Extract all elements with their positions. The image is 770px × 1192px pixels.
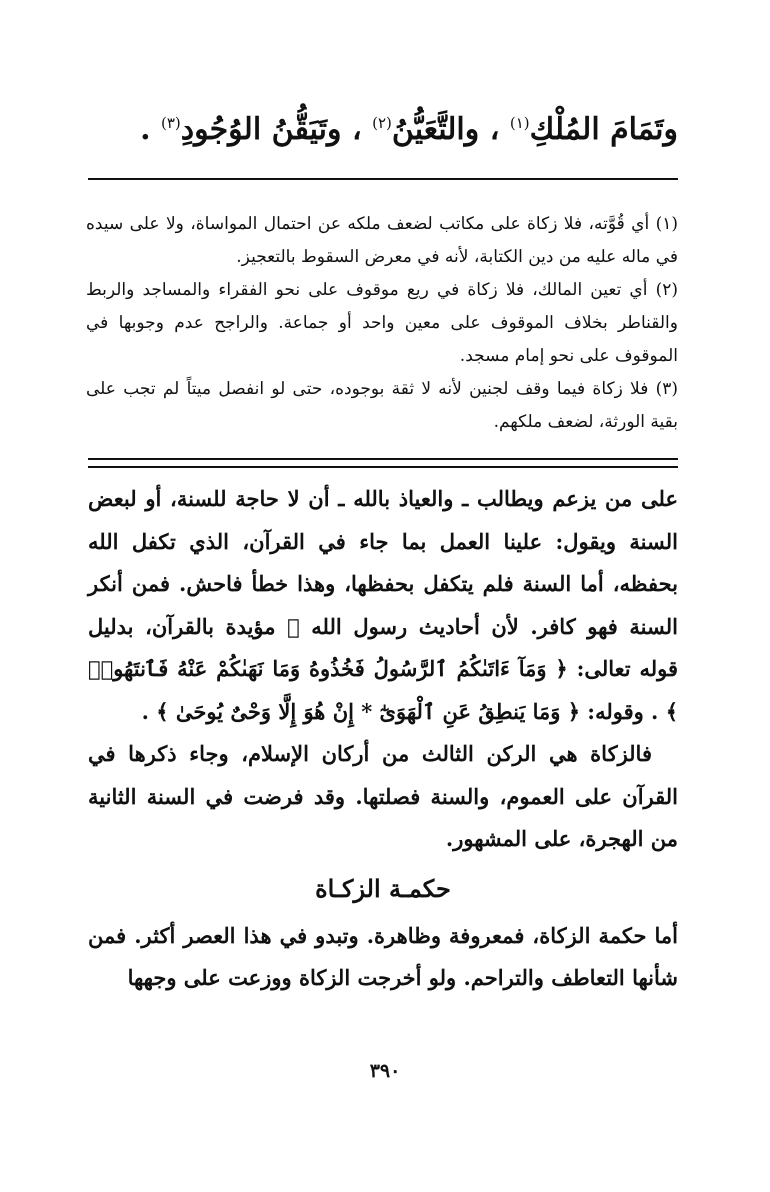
period-text: . xyxy=(141,698,157,724)
footnote-ref-2: (٢) xyxy=(372,114,392,132)
paragraph-sunnah xyxy=(88,478,678,733)
paragraph-zakat-pillar: فالزكاة هي الركن الثالث من أركان الإسلام، وجاء ذكرها في القرآن على العموم، والسنة فصلتها. وقد فرضت في السنة الثانية من الهجرة، على المشهور. xyxy=(88,741,678,851)
paragraph-zakat-wisdom: أما حكمة الزكاة، فمعروفة وظاهرة. وتبدو في هذا العصر أكثر. فمن شأنها التعاطف والتراحم. ولو أخرجت الزكاة ووزعت على وجهها xyxy=(88,922,678,990)
paragraph-text: على من يزعم ويطالب ـ والعياذ بالله ـ أن لا حاجة للسنة، أو لبعض السنة ويقول: علينا العمل بما جاء في القرآن، الذي تكفل الله بحفظه، أما السنة فلم يتكفل بحفظها، وهذا خطأ فاحش. فمن أنكر السنة فهو كافر. لأن أحاديث رسول الله ﷺ مؤيدة بالقرآن، بدليل قوله تعالى: xyxy=(88,486,679,681)
footnote-1 xyxy=(86,208,678,274)
section-double-rule xyxy=(88,458,678,468)
footnote-ref-3: (٣) xyxy=(161,114,181,132)
line-end-period: . xyxy=(140,112,161,147)
continued-text-line xyxy=(88,112,678,147)
phrase-complete-ownership: وتَمَامَ المُلْكِ xyxy=(529,112,678,147)
footnote-3 xyxy=(86,373,678,439)
phrase-specification: ، والتَّعَيُّنُ xyxy=(391,112,500,147)
quran-verse-2: ﴿ وَمَا يَنطِقُ عَنِ ٱلْهَوَىٰٓ * إِنْ هُوَ إِلَّا وَحْىٌ يُوحَىٰ ﴾ xyxy=(156,698,580,724)
footnote-text: (٢) أي تعين المالك، فلا زكاة في ريع موقوف على نحو الفقراء والمساجد والربط والقناطر بخلاف الموقوف على معين واحد أو جماعة. والراجح عدم وجوبها في الموقوف على نحو إمام مسجد. xyxy=(86,280,678,366)
footnote-text: (١) أي قُوَّته، فلا زكاة على مكاتب لضعف ملكه عن احتمال المواساة، ولا على سيده في ماله عليه من دين الكتابة، لأنه في معرض السقوط بالتعجيز. xyxy=(86,214,678,267)
page-number: ٣٩٠ xyxy=(369,1060,401,1082)
footnote-text: (٣) فلا زكاة فيما وقف لجنين لأنه لا ثقة بوجوده، حتى لو انفصل ميتاً لم تجب على بقية الورثة، لضعف ملكهم. xyxy=(86,379,678,432)
section-heading: حكمـة الزكـاة xyxy=(315,873,451,903)
quran-verse-1: ﴿ وَمَآ ءَاتَىٰكُمُ ٱلرَّسُولُ فَخُذُوهُ وَمَا نَهَىٰكُمْ عَنْهُ فَٱنتَهُوا۟ ﴾ xyxy=(88,656,678,724)
footnotes-block xyxy=(86,208,678,439)
footnote-separator xyxy=(88,178,678,180)
connector-text: . وقوله: xyxy=(580,698,666,724)
footnote-ref-1: (١) xyxy=(509,114,530,132)
footnote-2 xyxy=(86,274,678,373)
main-body-text xyxy=(88,478,678,1000)
phrase-certainty-of-existence: ، وتَيَقُّنُ الوُجُودِ xyxy=(180,112,362,147)
